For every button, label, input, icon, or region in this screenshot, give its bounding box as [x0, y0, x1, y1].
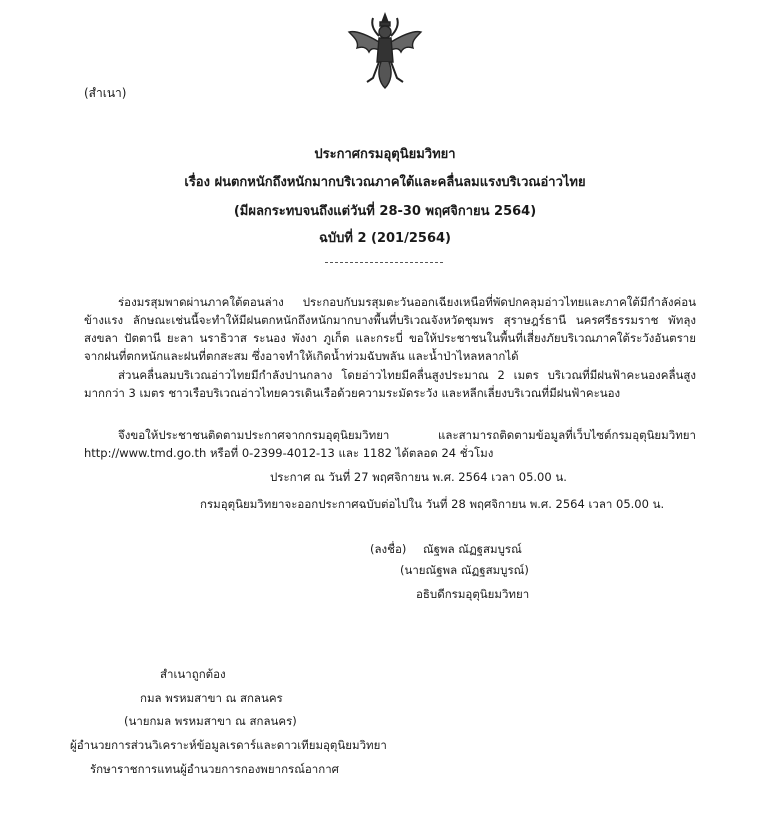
effect-period: (มีผลกระทบจนถึงแต่วันที่ 28-30 พฤศจิกายน 2564): [233, 204, 537, 219]
separator-line: [325, 262, 443, 263]
body-paragraph-2: ส่วนคลื่นลมบริเวณอ่าวไทยมีกำลังปานกลาง โดยอ่าวไทยมีคลื่นสูงประมาณ 2 เมตร บริเวณที่มีฝนฟ้าคะนองคลื่นสูงมากกว่า 3 เมตร ชาวเรือบริเวณอ่าวไทยควรเดินเรือด้วยความระมัดระวัง และหลีกเลี่ยงบริเวณที่มีฝนฟ้าคะนอง: [84, 368, 696, 400]
body-paragraph-3: จึงขอให้ประชาชนติดตามประกาศจากกรมอุตุนิยมวิทยา และสามารถติดตามข้อมูลที่เว็บไซต์กรมอุตุนิยมวิทยา http://www.tmd.go.th หรือที่ 0-2399-4012-13 และ 1182 ได้ตลอด 24 ชั่วโมง: [84, 428, 696, 460]
certified-full-name: (นายกมล พรหมสาขา ณ สกลนคร): [124, 714, 297, 728]
announcement-subject: เรื่อง ฝนตกหนักถึงหนักมากบริเวณภาคใต้และคลื่นลมแรงบริเวณอ่าวไทย: [184, 175, 586, 190]
announcement-title: ประกาศกรมอุตุนิยมวิทยา: [314, 147, 456, 162]
certified-name: กมล พรหมสาขา ณ สกลนคร: [140, 691, 283, 705]
signature-label: (ลงชื่อ): [370, 542, 407, 556]
certified-label: สำเนาถูกต้อง: [160, 667, 226, 681]
garuda-emblem-icon: [345, 12, 425, 90]
certified-position: ผู้อำนวยการส่วนวิเคราะห์ข้อมูลเรดาร์และดาวเทียมอุตุนิยมวิทยา: [70, 738, 387, 752]
signature-full-name: (นายณัฐพล ณัฏฐสมบูรณ์): [400, 563, 529, 577]
announced-date: ประกาศ ณ วันที่ 27 พฤศจิกายน พ.ศ. 2564 เวลา 05.00 น.: [270, 470, 567, 484]
next-issue-notice: กรมอุตุนิยมวิทยาจะออกประกาศฉบับต่อไปใน วันที่ 28 พฤศจิกายน พ.ศ. 2564 เวลา 05.00 น.: [200, 497, 665, 511]
certified-acting: รักษาราชการแทนผู้อำนวยการกองพยากรณ์อากาศ: [90, 762, 339, 776]
issue-number: ฉบับที่ 2 (201/2564): [319, 231, 451, 246]
signature-name: ณัฐพล ณัฏฐสมบูรณ์: [423, 542, 522, 556]
body-paragraph-1: ร่องมรสุมพาดผ่านภาคใต้ตอนล่าง ประกอบกับมรสุมตะวันออกเฉียงเหนือที่พัดปกคลุมอ่าวไทยและภาคใต้มีกำลังค่อนข้างแรง ลักษณะเช่นนี้จะทำให้มีฝนตกหนักถึงหนักมากบางพื้นที่บริเวณจังหวัดชุมพร สุราษฎร์ธานี นครศรีธรรมราช พัทลุง สงขลา ปัตตานี ยะลา นราธิวาส ระนอง พังงา ภูเก็ต และกระบี่ ขอให้ประชาชนในพื้นที่เสี่ยงภัยบริเวณภาคใต้ระวังอันตรายจากฝนที่ตกหนักและฝนที่ตกสะสม ซึ่งอาจทำให้เกิดน้ำท่วมฉับพลัน และน้ำป่าไหลหลากได้: [84, 295, 696, 363]
signature-position: อธิบดีกรมอุตุนิยมวิทยา: [416, 587, 530, 601]
copy-tag: (สำเนา): [84, 86, 127, 100]
